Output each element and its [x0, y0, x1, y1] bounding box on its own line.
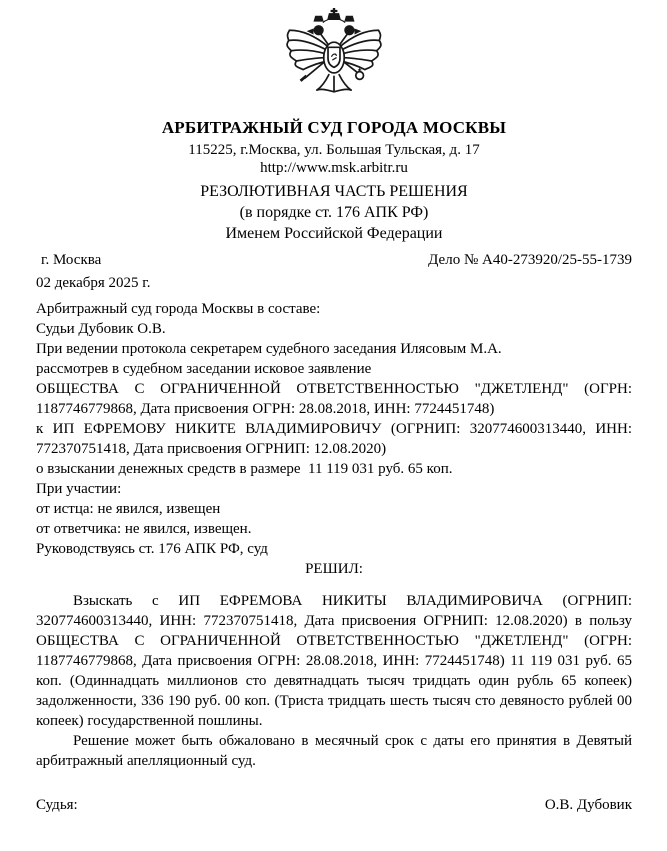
decided-heading: РЕШИЛ:: [305, 561, 363, 577]
plaintiff-paragraph: ОБЩЕСТВА С ОГРАНИЧЕННОЙ ОТВЕТСТВЕННОСТЬЮ "ДЖЕТЛЕНД" (ОГРН: 1187746779868, Дата присвоения ОГРН: 28.08.2018, ИНН: 7724451748): [36, 381, 632, 417]
case-city: г. Москва: [41, 252, 102, 268]
signature-row: [36, 795, 632, 815]
document-body: [36, 299, 632, 815]
plaintiff-presence-line: от истца: не явился, извещен: [36, 501, 221, 517]
coat-of-arms-icon: [282, 8, 386, 102]
document-title: РЕЗОЛЮТИВНАЯ ЧАСТЬ РЕШЕНИЯ: [200, 183, 468, 200]
guided-by-line: Руководствуясь ст. 176 АПК РФ, суд: [36, 541, 268, 557]
document-authority-line: Именем Российской Федерации: [225, 225, 443, 242]
court-composition-line: Арбитражный суд города Москвы в составе:: [36, 301, 321, 317]
case-date: 02 декабря 2025 г.: [36, 275, 151, 291]
considered-line: рассмотрев в судебном заседании исковое заявление: [36, 361, 372, 377]
court-address: 115225, г.Москва, ул. Большая Тульская, д. 17: [188, 142, 480, 158]
claim-line: о взыскании денежных средств в размере 11 119 031 руб. 65 коп.: [36, 461, 453, 477]
court-website-url: http://www.msk.arbitr.ru: [260, 160, 408, 176]
judge-line: Судьи Дубовик О.В.: [36, 321, 166, 337]
defendant-paragraph: к ИП ЕФРЕМОВУ НИКИТЕ ВЛАДИМИРОВИЧУ (ОГРНИП: 320774600313440, ИНН: 772370751418, Дата присвоения ОГРНИП: 12.08.2020): [36, 421, 632, 457]
defendant-presence-line: от ответчика: не явился, извещен.: [36, 521, 252, 537]
court-name-title: АРБИТРАЖНЫЙ СУД ГОРОДА МОСКВЫ: [161, 118, 507, 137]
document-subtitle: (в порядке ст. 176 АПК РФ): [239, 204, 429, 221]
decision-paragraph: Взыскать с ИП ЕФРЕМОВА НИКИТЫ ВЛАДИМИРОВИЧА (ОГРНИП: 320774600313440, ИНН: 772370751418, Дата присвоения ОГРНИП: 12.08.2020) в пользу ОБЩЕСТВА С ОГРАНИЧЕННОЙ ОТВЕТСТВЕННОСТЬЮ "ДЖЕТЛЕНД" (ОГРН: 1187746779868, Дата присвоения ОГРН: 28.08.2018, ИНН: 7724451748) 11 119 031 руб. 65 коп. (Одиннадцать миллионов сто девятнадцать тысяч тридцать один рубль 65 копеек) задолженности, 336 190 руб. 00 коп. (Триста тридцать шесть тысяч сто девяносто рублей 00 копеек) государственной пошлины.: [36, 593, 632, 729]
appeal-paragraph: Решение может быть обжаловано в месячный срок с даты его принятия в Девятый арбитражный апелляционный суд.: [36, 733, 632, 769]
secretary-line: При ведении протокола секретарем судебного заседания Илясовым М.А.: [36, 341, 502, 357]
case-header-row: [36, 252, 632, 269]
judge-name: О.В. Дубовик: [544, 797, 632, 813]
case-number: Дело № А40-273920/25-55-1739: [428, 252, 632, 268]
emblem-container: [36, 8, 632, 105]
signature-label: Судья:: [36, 797, 78, 813]
participation-line: При участии:: [36, 481, 122, 497]
